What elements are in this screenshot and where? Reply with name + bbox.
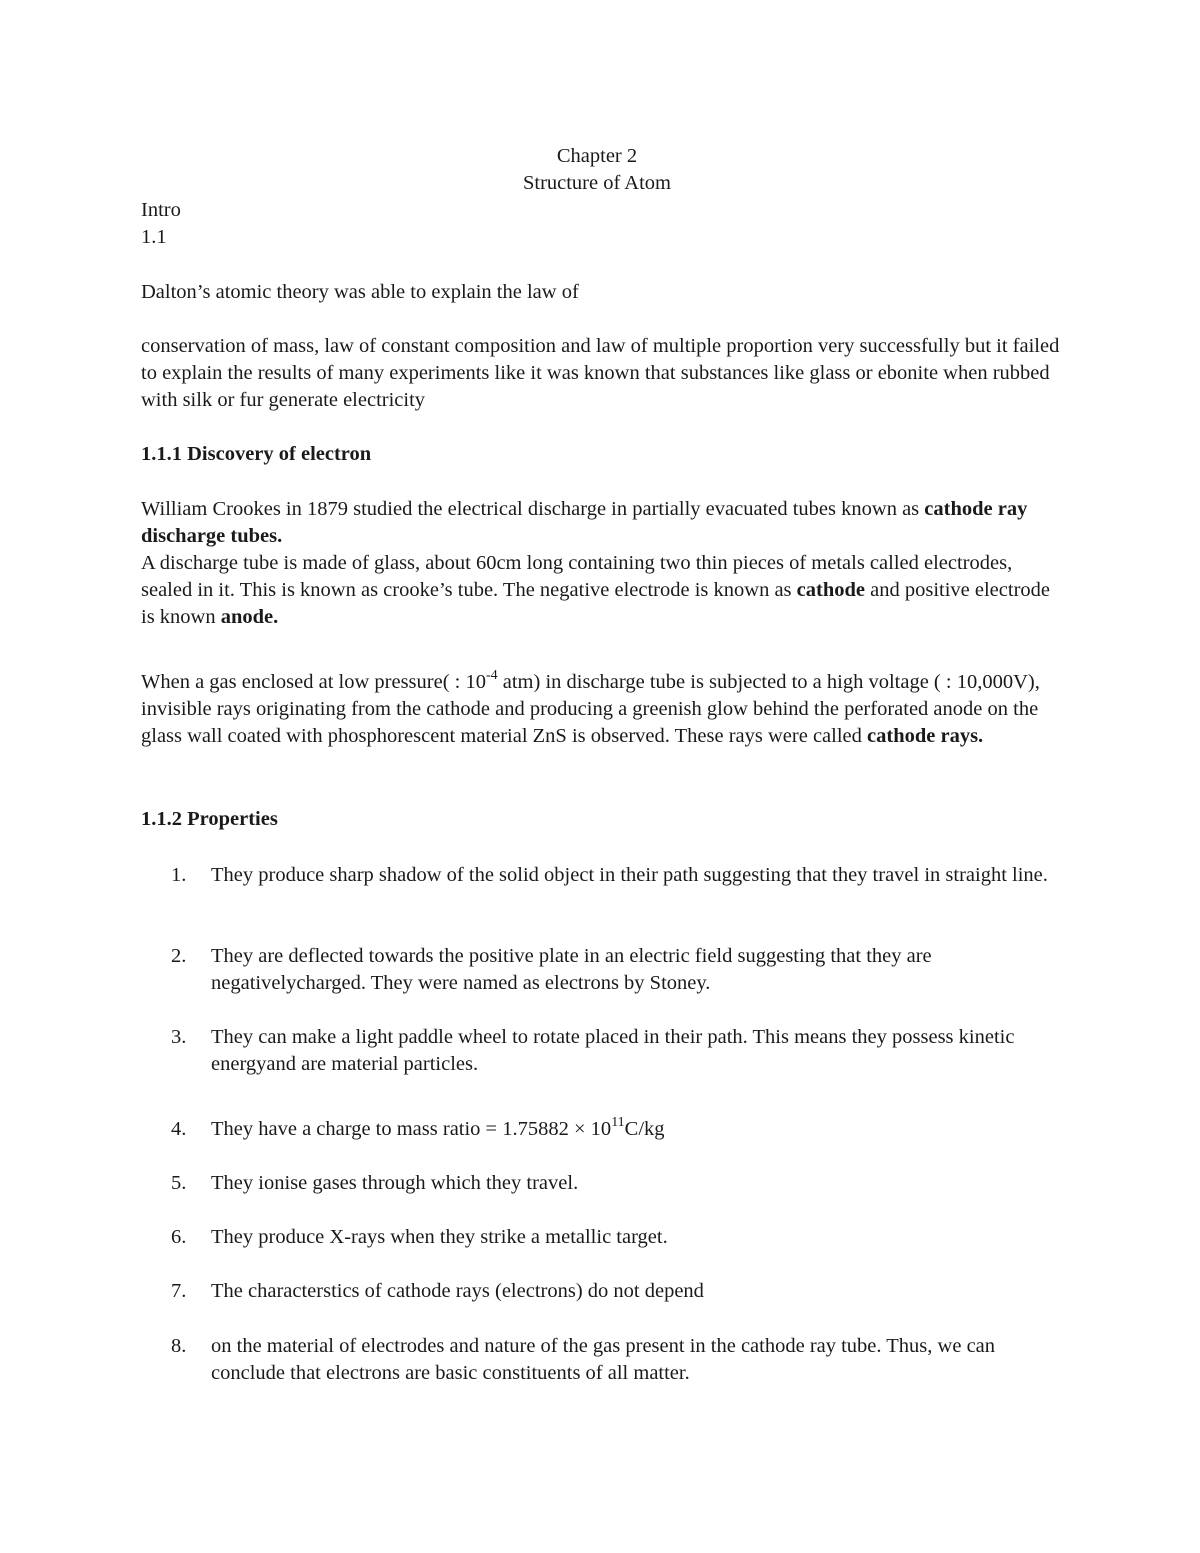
cathode-term: cathode: [796, 579, 865, 601]
discharge-tube-text: A discharge tube is made of glass, about 60cm long containing two thin pieces of metals called electrodes, sealed in it. This is known as crooke’s tube. The negative electrode is known as: [141, 552, 1013, 601]
list-text: They ionise gases through which they travel.: [211, 1172, 579, 1194]
list-text: They are deflected towards the positive plate in an electric field suggesting that they are negativelycharged. They were named as electrons by Stoney.: [211, 945, 932, 994]
cathode-rays-term: cathode rays.: [867, 725, 984, 747]
discharge-tube-text-2: and positive electrode is known: [141, 579, 1051, 628]
list-text: They produce X-rays when they strike a metallic target.: [211, 1226, 668, 1248]
pressure-exponent: -4: [485, 668, 498, 683]
dalton-line: Dalton’s atomic theory was able to explain the law of: [141, 281, 579, 303]
section-number: 1.1: [141, 226, 167, 248]
crookes-bold-term: cathode ray discharge tubes.: [141, 498, 1028, 547]
crookes-paragraph: [141, 496, 1061, 550]
list-number: 6.: [171, 1226, 187, 1248]
intro-label: Intro: [141, 199, 181, 221]
list-number: 2.: [171, 945, 187, 967]
charge-ratio-text: They have a charge to mass ratio = 1.75882 × 10: [211, 1118, 612, 1140]
discharge-tube-paragraph: [141, 550, 1061, 631]
discovery-heading: 1.1.1 Discovery of electron: [141, 443, 372, 465]
list-text: [211, 1116, 1061, 1143]
properties-heading: 1.1.2 Properties: [141, 808, 278, 830]
cathode-rays-text: When a gas enclosed at low pressure( : 10: [141, 671, 486, 693]
list-number: 7.: [171, 1280, 187, 1302]
cathode-rays-paragraph: [141, 669, 1061, 750]
list-number: 1.: [171, 864, 187, 886]
cathode-rays-text-2: atm) in discharge tube is subjected to a high voltage ( : 10,000V), invisible rays originating from the cathode and producing a greenish glow behind the perforated anode on the glass wall coated with phosphorescent material ZnS is observed. These rays were called: [141, 671, 1040, 747]
list-number: 8.: [171, 1335, 187, 1357]
list-number: 5.: [171, 1172, 187, 1194]
list-text: They can make a light paddle wheel to rotate placed in their path. This means they possess kinetic energyand are material particles.: [211, 1026, 1015, 1075]
charge-ratio-exponent: 11: [611, 1115, 625, 1130]
list-number: 3.: [171, 1026, 187, 1048]
chapter-subtitle: Structure of Atom: [522, 172, 672, 194]
charge-ratio-unit: C/kg: [624, 1118, 665, 1140]
crookes-text: William Crookes in 1879 studied the electrical discharge in partially evacuated tubes known as: [141, 498, 920, 520]
list-text: They produce sharp shadow of the solid object in their path suggesting that they travel in straight line.: [211, 864, 1048, 886]
list-number: 4.: [171, 1118, 187, 1140]
anode-term: anode.: [220, 606, 279, 628]
dalton-paragraph: conservation of mass, law of constant composition and law of multiple proportion very successfully but it failed to explain the results of many experiments like it was known that substances like glass or ebonite when rubbed with silk or fur generate electricity: [141, 335, 1060, 411]
list-text: The characterstics of cathode rays (electrons) do not depend: [211, 1280, 704, 1302]
list-text: on the material of electrodes and nature of the gas present in the cathode ray tube. Thus, we can conclude that electrons are basic constituents of all matter.: [211, 1335, 996, 1384]
chapter-title: Chapter 2: [556, 145, 638, 167]
